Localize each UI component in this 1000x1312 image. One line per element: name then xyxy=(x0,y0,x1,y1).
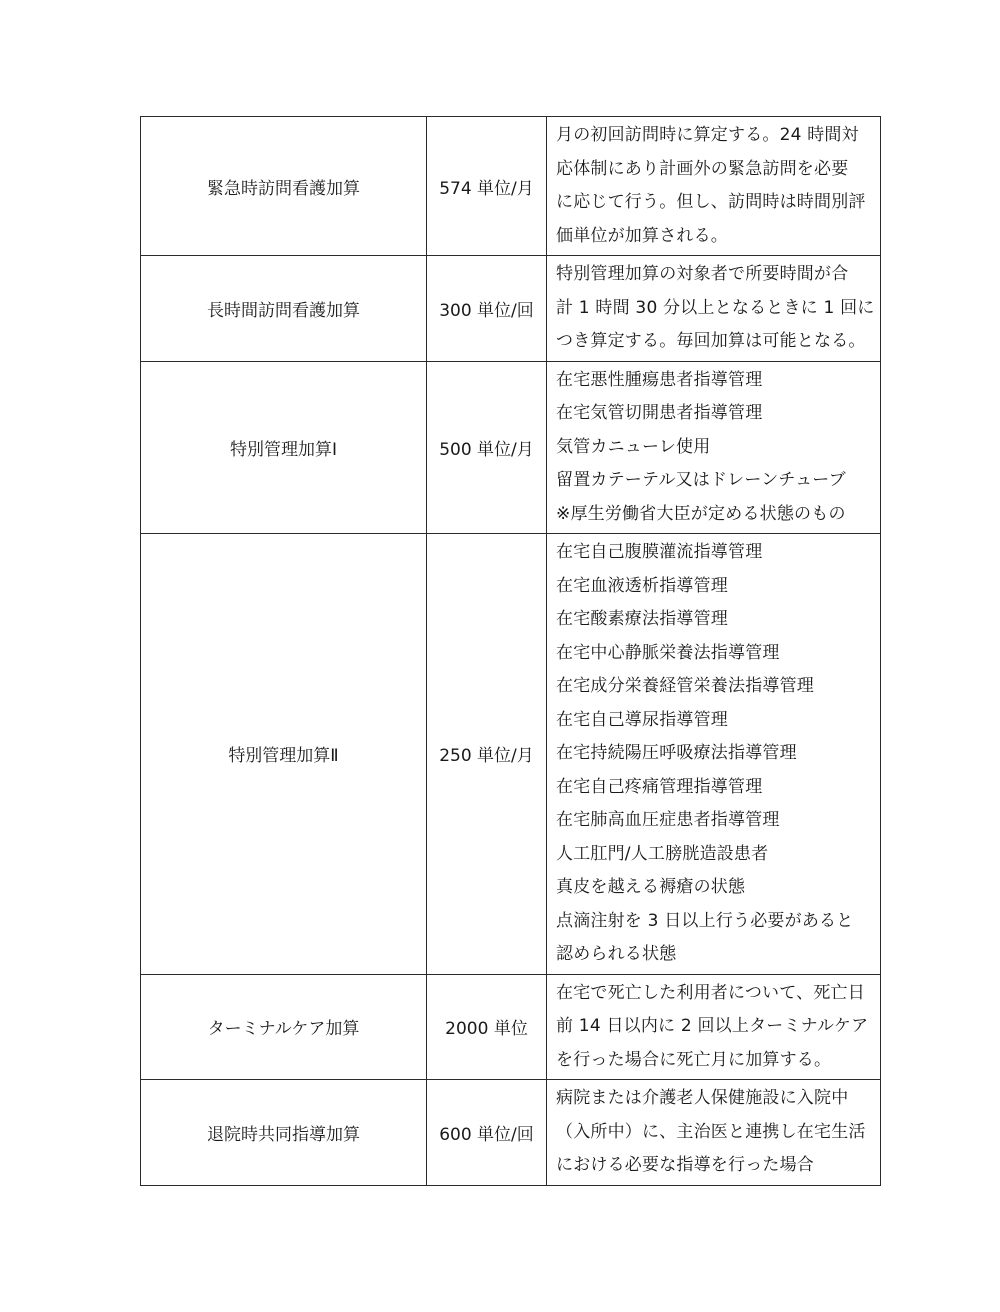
unit-value: 300 単位/回 xyxy=(427,256,547,362)
description-line: 在宅成分栄養経管栄養法指導管理 xyxy=(556,676,814,696)
description-line: に応じて行う。但し、訪問時は時間別評 xyxy=(556,192,866,212)
description-line: 気管カニューレ使用 xyxy=(556,436,711,457)
table-row xyxy=(141,534,881,975)
description-line: 月の初回訪問時に算定する。24 時間対 xyxy=(556,125,859,145)
table-row xyxy=(141,1080,881,1186)
description-line: 在宅気管切開患者指導管理 xyxy=(556,403,763,423)
description-line: 認められる状態 xyxy=(556,944,677,964)
unit-value: 250 単位/月 xyxy=(427,534,547,975)
description-line: 病院または介護老人保健施設に入院中 xyxy=(556,1088,849,1108)
unit-value: 600 単位/回 xyxy=(427,1080,547,1186)
table-row xyxy=(141,361,881,534)
service-name: 長時間訪問看護加算 xyxy=(141,256,427,362)
description xyxy=(547,117,881,256)
description-line: 在宅中心静脈栄養法指導管理 xyxy=(556,642,780,663)
description-line: 在宅血液透析指導管理 xyxy=(556,575,728,596)
table-row xyxy=(141,117,881,256)
description-line: つき算定する。毎回加算は可能となる。 xyxy=(556,331,866,351)
service-name: 緊急時訪問看護加算 xyxy=(141,117,427,256)
description-line: 在宅悪性腫瘍患者指導管理 xyxy=(556,369,763,390)
service-name: ターミナルケア加算 xyxy=(141,974,427,1080)
description-line: 特別管理加算の対象者で所要時間が合 xyxy=(556,264,849,284)
description xyxy=(547,974,881,1080)
description-line: 留置カテーテル又はドレーンチューブ xyxy=(556,470,846,490)
description-line: 在宅酸素療法指導管理 xyxy=(556,609,728,629)
description-line: 在宅自己疼痛管理指導管理 xyxy=(556,776,763,797)
description-line: 応体制にあり計画外の緊急訪問を必要 xyxy=(556,158,849,179)
description-line: 計 1 時間 30 分以上となるときに 1 回に xyxy=(556,297,875,318)
table-row xyxy=(141,974,881,1080)
unit-value: 2000 単位 xyxy=(427,974,547,1080)
fee-table xyxy=(140,116,881,1186)
description-line: （入所中）に、主治医と連携し在宅生活 xyxy=(556,1121,866,1142)
description-line: 在宅自己腹膜灌流指導管理 xyxy=(556,542,763,562)
description-line: 点滴注射を 3 日以上行う必要があると xyxy=(556,910,854,931)
unit-value: 574 単位/月 xyxy=(427,117,547,256)
description xyxy=(547,1080,881,1186)
description-line: における必要な指導を行った場合 xyxy=(556,1155,814,1175)
description-line: 在宅肺高血圧症患者指導管理 xyxy=(556,810,780,830)
unit-value: 500 単位/月 xyxy=(427,361,547,534)
description-line: 在宅持続陽圧呼吸療法指導管理 xyxy=(556,743,797,763)
description xyxy=(547,361,881,534)
description-line: ※厚生労働省大臣が定める状態のもの xyxy=(556,503,846,524)
description-line: 在宅自己導尿指導管理 xyxy=(556,709,728,730)
service-name: 退院時共同指導加算 xyxy=(141,1080,427,1186)
table-row xyxy=(141,256,881,362)
service-name: 特別管理加算Ⅰ xyxy=(141,361,427,534)
description-line: 人工肛門/人工膀胱造設患者 xyxy=(556,843,769,864)
description xyxy=(547,534,881,975)
description-line: 前 14 日以内に 2 回以上ターミナルケア xyxy=(556,1016,869,1036)
description-line: 価単位が加算される。 xyxy=(556,225,728,246)
description-line: 在宅で死亡した利用者について、死亡日 xyxy=(556,982,865,1003)
description-line: 真皮を越える褥瘡の状態 xyxy=(556,877,746,897)
description-line: を行った場合に死亡月に加算する。 xyxy=(556,1049,832,1070)
service-name: 特別管理加算Ⅱ xyxy=(141,534,427,975)
description xyxy=(547,256,881,362)
